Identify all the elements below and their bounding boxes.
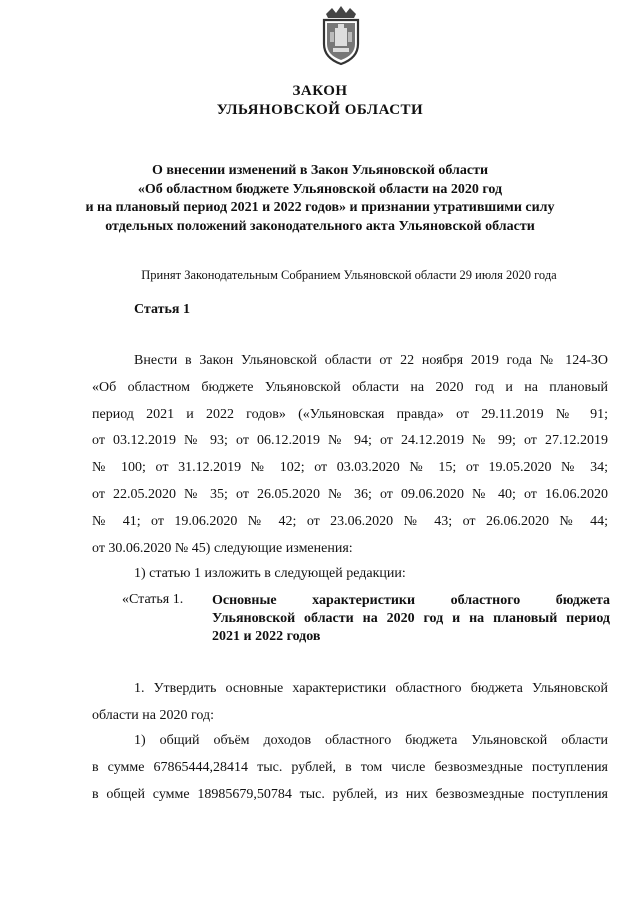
text-line: № 41; от 19.06.2020 № 42; от 23.06.2020 № 43; от 26.06.2020 № 44; xyxy=(92,513,608,529)
text-line: в сумме 67865444,28414 тыс. рублей, в том числе безвозмездные поступления xyxy=(92,759,608,775)
text-line: от 30.06.2020 № 45) следующие изменения: xyxy=(92,540,353,556)
text-line: 1. Утвердить основные характеристики областного бюджета Ульяновской xyxy=(134,681,608,696)
text-line: период 2021 и 2022 годов» («Ульяновская правда» от 29.11.2019 № 91; xyxy=(92,406,608,422)
text-line: Внести в Закон Ульяновской области от 22 ноября 2019 года № 124-ЗО xyxy=(134,353,608,368)
text-line: «Об областном бюджете Ульяновской области на 2020 год и на плановый xyxy=(92,379,608,395)
law-title xyxy=(0,82,640,120)
coat-of-arms-icon xyxy=(318,4,364,66)
title-line: 2021 и 2022 годов xyxy=(212,629,321,644)
text-line: от 03.12.2019 № 93; от 06.12.2019 № 94; от 24.12.2019 № 99; от 27.12.2019 xyxy=(92,433,608,449)
paragraph-amendments xyxy=(92,348,608,562)
article1-title xyxy=(212,592,610,646)
law-word: ЗАКОН xyxy=(292,83,348,99)
article1-label: «Статья 1. xyxy=(122,592,184,607)
subject-line: отдельных положений законодательного акта Ульяновской области xyxy=(105,218,535,234)
law-subject xyxy=(0,162,640,236)
text-line: области на 2020 год: xyxy=(92,707,215,723)
article-heading: Статья 1 xyxy=(134,302,190,317)
adoption-note: Принят Законодательным Собранием Ульяновской области 29 июля 2020 года xyxy=(141,268,557,282)
subject-line: и на плановый период 2021 и 2022 годов» и признании утратившими силу xyxy=(85,200,555,215)
paragraph-revenue xyxy=(92,728,608,808)
subject-line: О внесении изменений в Закон Ульяновской области xyxy=(151,163,489,178)
subject-line: «Об областном бюджете Ульяновской области на 2020 год xyxy=(137,181,503,197)
text-line: № 100; от 31.12.2019 № 102; от 03.03.2020 № 15; от 19.05.2020 № 34; xyxy=(92,460,608,476)
title-line: Основные характеристики областного бюджета xyxy=(212,593,610,608)
text-line: в общей сумме 18985679,50784 тыс. рублей, из них безвозмездные поступления xyxy=(92,786,608,802)
paragraph-approve xyxy=(92,676,608,730)
list-item: 1) статью 1 изложить в следующей редакции: xyxy=(134,566,406,581)
text-line: 1) общий объём доходов областного бюджета Ульяновской области xyxy=(134,733,608,748)
text-line: от 22.05.2020 № 35; от 26.05.2020 № 36; от 09.06.2020 № 40; от 16.06.2020 xyxy=(92,486,608,502)
title-line: Ульяновской области на 2020 год и на плановый период xyxy=(212,611,610,626)
region-name: УЛЬЯНОВСКОЙ ОБЛАСТИ xyxy=(216,102,424,118)
